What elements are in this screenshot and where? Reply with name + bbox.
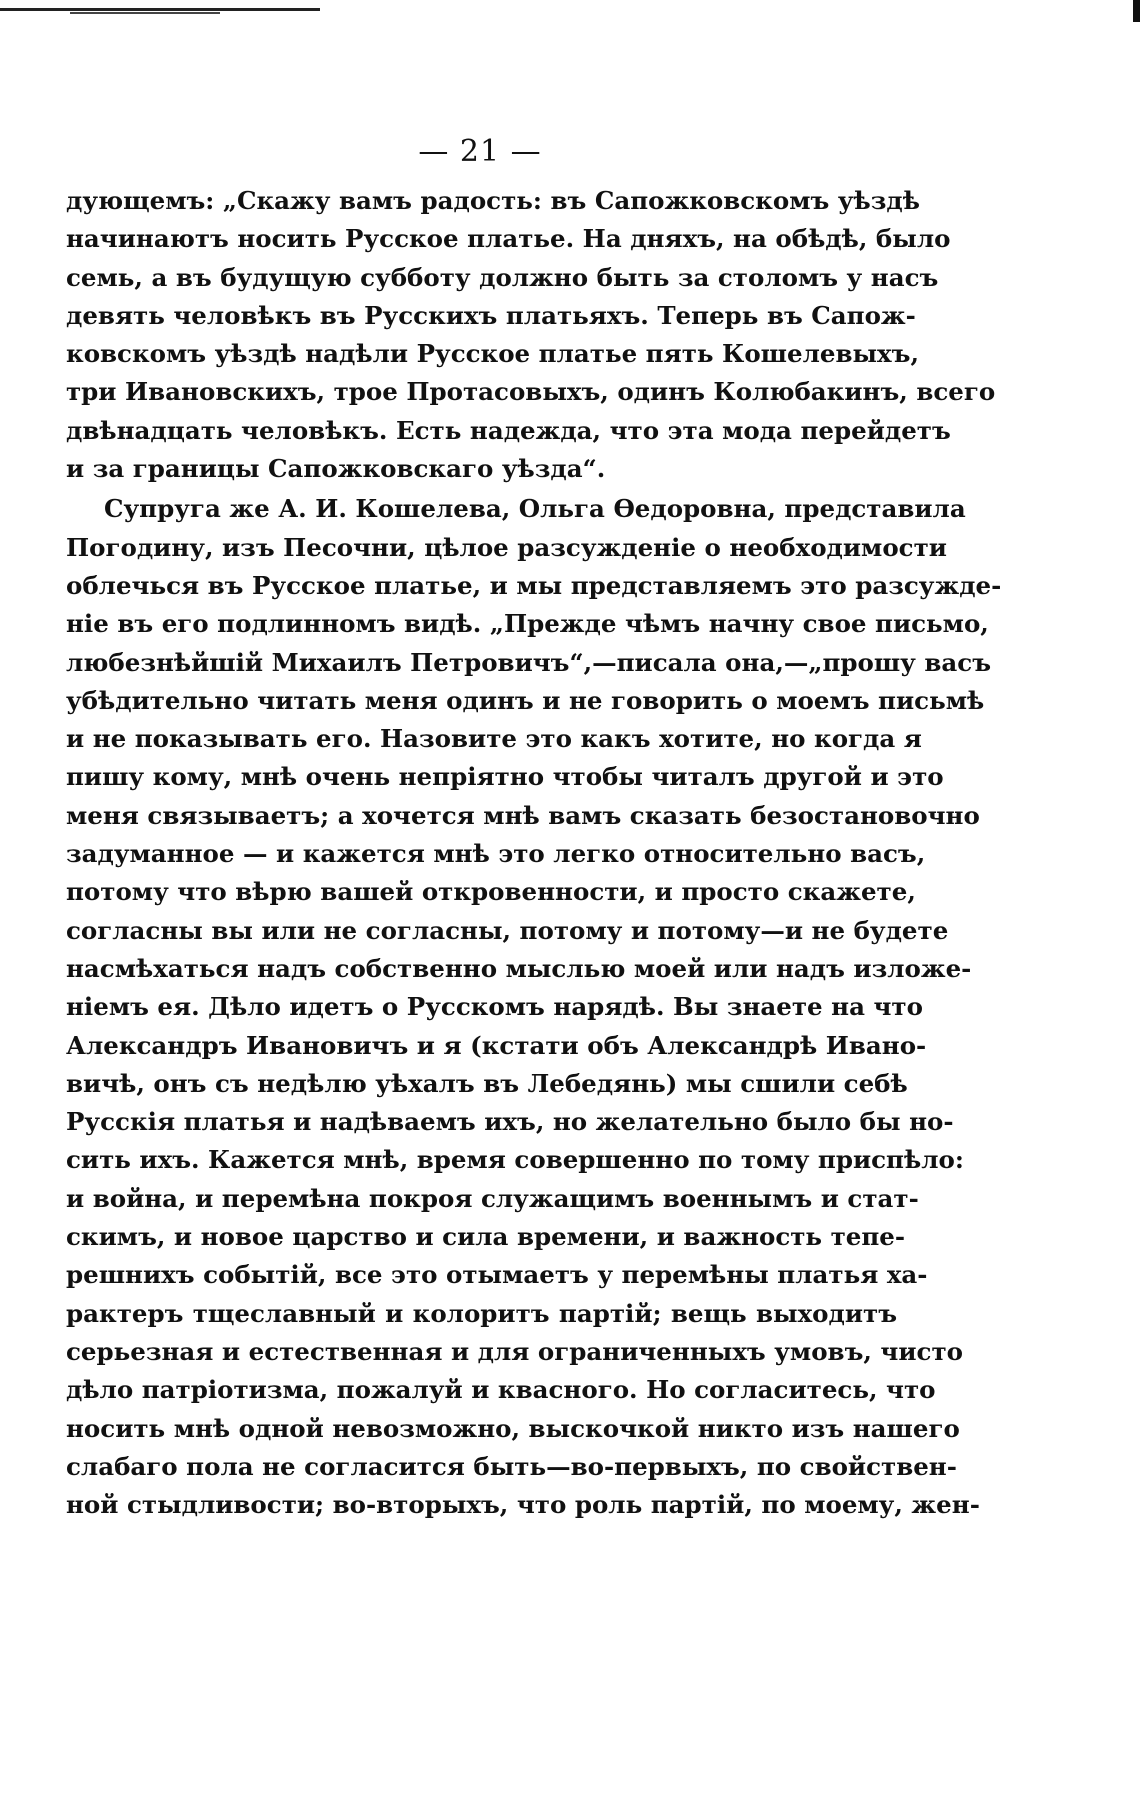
- text-line: девять человѣкъ въ Русскихъ платьяхъ. Теперь въ Сапож-: [66, 300, 916, 330]
- text-line: облечься въ Русское платье, и мы представляемъ это разсужде-: [66, 570, 1002, 600]
- text-line: Супруга же А. И. Кошелева, Ольга Ѳедоровна, представила: [104, 494, 966, 524]
- text-line: насмѣхаться надъ собственно мыслью моей или надъ изложе-: [66, 953, 972, 983]
- text-line: Русскія платья и надѣваемъ ихъ, но желательно было бы но-: [66, 1107, 954, 1137]
- text-line: и за границы Сапожковскаго уѣзда“.: [66, 454, 606, 484]
- text-line: вичѣ, онъ съ недѣлю уѣхалъ въ Лебедянь) мы сшили себѣ: [66, 1068, 908, 1098]
- page-number: — 21 —: [418, 134, 542, 169]
- text-line: ной стыдливости; во-вторыхъ, что роль партій, по моему, жен-: [66, 1490, 980, 1520]
- text-line: решнихъ событій, все это отымаетъ у перемѣны платья ха-: [66, 1260, 928, 1290]
- text-line: ніе въ его подлинномъ видѣ. „Прежде чѣмъ начну свое письмо,: [66, 609, 989, 639]
- text-line: сить ихъ. Кажется мнѣ, время совершенно по тому приспѣло:: [66, 1145, 964, 1175]
- text-line: носить мнѣ одной невозможно, выскочкой никто изъ нашего: [66, 1413, 960, 1443]
- scan-edge-artifact: [0, 0, 1140, 22]
- text-line: Погодину, изъ Песочни, цѣлое разсужденіе о необходимости: [66, 532, 947, 562]
- scan-edge-mark: [1133, 0, 1140, 22]
- text-line: дующемъ: „Скажу вамъ радость: въ Сапожковскомъ уѣздѣ: [66, 186, 920, 215]
- text-line: и не показывать его. Назовите это какъ хотите, но когда я: [66, 724, 922, 754]
- text-line: рактеръ тщеславный и колоритъ партій; вещь выходитъ: [66, 1298, 897, 1328]
- text-line: пишу кому, мнѣ очень непріятно чтобы читалъ другой и это: [66, 762, 944, 792]
- text-line: дѣло патріотизма, пожалуй и квасного. Но согласитесь, что: [66, 1375, 936, 1405]
- text-line: меня связываетъ; а хочется мнѣ вамъ сказать безостановочно: [66, 800, 980, 830]
- text-line: Александръ Ивановичъ и я (кстати объ Александрѣ Ивано-: [66, 1030, 927, 1060]
- text-line: семь, а въ будущую субботу должно быть за столомъ у насъ: [66, 262, 939, 292]
- text-line: двѣнадцать человѣкъ. Есть надежда, что эта мода перейдетъ: [66, 415, 951, 445]
- scan-streak: [70, 12, 220, 14]
- body-text: [66, 182, 1002, 1524]
- text-line: три Ивановскихъ, трое Протасовыхъ, одинъ Колюбакинъ, всего: [66, 377, 996, 407]
- text-line: начинаютъ носить Русское платье. На дняхъ, на обѣдѣ, было: [66, 224, 951, 254]
- text-line: ніемъ ея. Дѣло идетъ о Русскомъ нарядѣ. Вы знаете на что: [66, 992, 923, 1022]
- text-line: слабаго пола не согласится быть—во-первыхъ, по свойствен-: [66, 1451, 957, 1481]
- text-line: убѣдительно читать меня одинъ и не говорить о моемъ письмѣ: [66, 685, 985, 715]
- text-line: серьезная и естественная и для ограниченныхъ умовъ, чисто: [66, 1336, 963, 1366]
- text-line: потому что вѣрю вашей откровенности, и просто скажете,: [66, 877, 916, 907]
- text-line: и война, и перемѣна покроя служащимъ военнымъ и стат-: [66, 1183, 919, 1213]
- text-line: любезнѣйшій Михаилъ Петровичъ“,—писала она,—„прошу васъ: [66, 647, 991, 677]
- scan-streak: [0, 8, 320, 11]
- text-line: ковскомъ уѣздѣ надѣли Русское платье пять Кошелевыхъ,: [66, 339, 919, 369]
- text-line: задуманное — и кажется мнѣ это легко относительно васъ,: [66, 839, 926, 869]
- text-line: скимъ, и новое царство и сила времени, и важность тепе-: [66, 1222, 906, 1252]
- text-line: согласны вы или не согласны, потому и потому—и не будете: [66, 915, 949, 945]
